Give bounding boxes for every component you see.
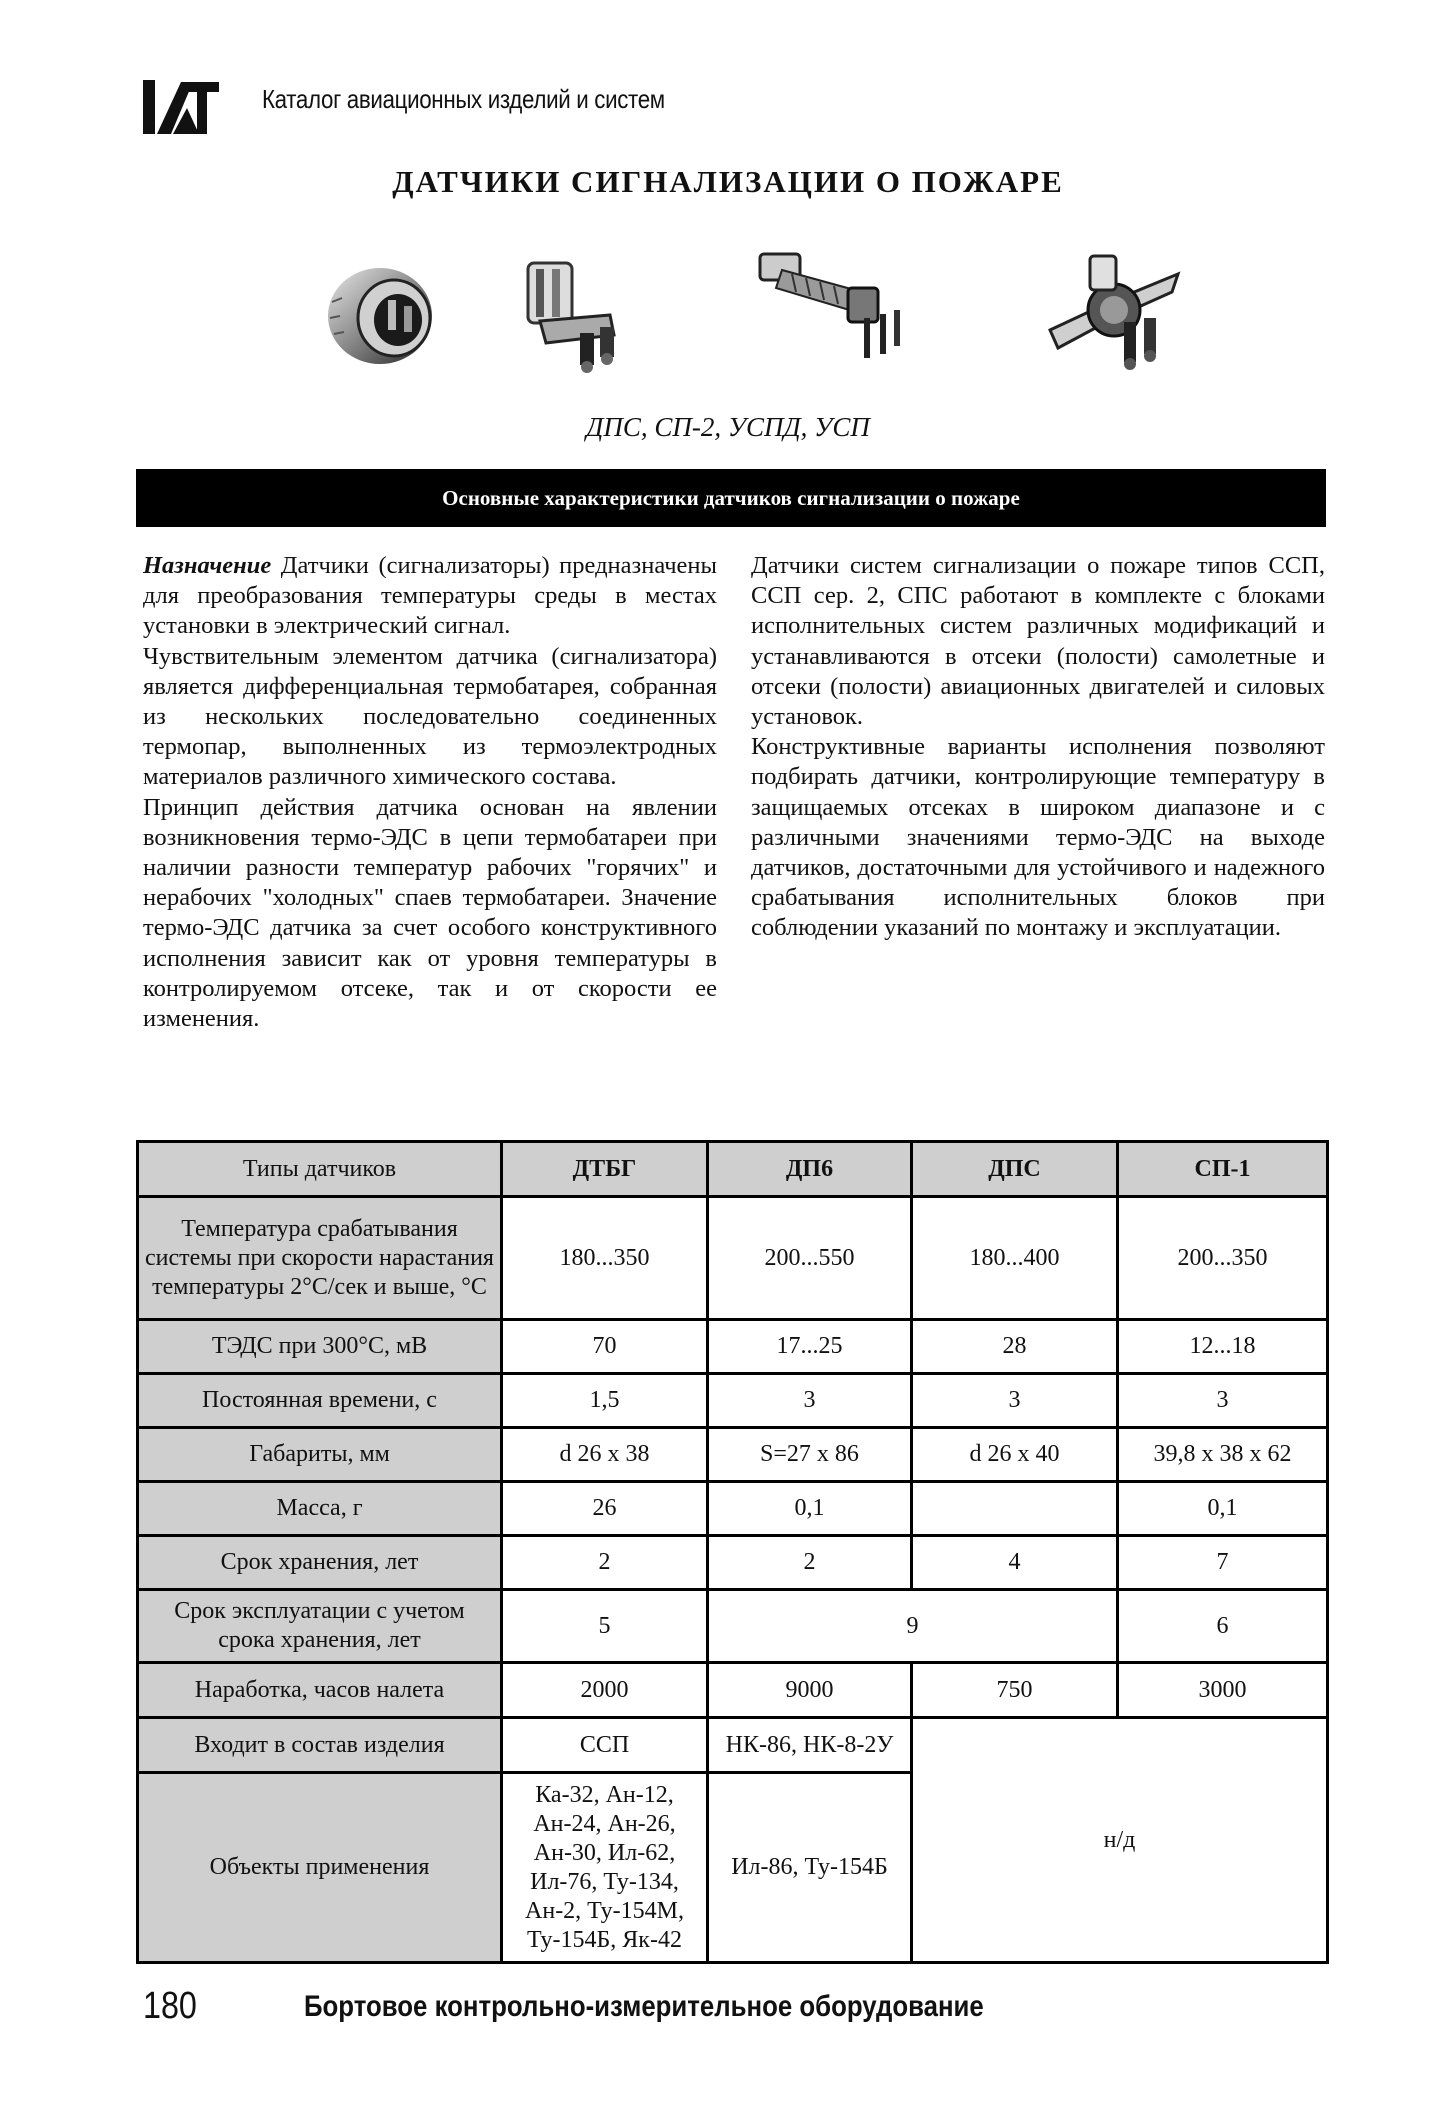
lead-term: Назначение	[143, 552, 272, 579]
paragraph: Принцип действия датчика основан на явлении возникновения термо-ЭДС в цепи термобатареи при наличии разности температур рабочих "горячих" и нерабочих "холодных" спаев термобатареи. Значение термо-ЭДС датчика за счет особого конструктивного исполнения зависит как от уровня температуры в контролируемом отсеке, так и от скорости ее изменения.	[143, 793, 717, 1033]
table-row	[138, 1718, 1328, 1773]
sensor-photo-uspd	[752, 248, 910, 368]
row-label: Срок хранения, лет	[138, 1536, 502, 1590]
header-cell: ДТБГ	[502, 1142, 708, 1197]
header-cell: ДПС	[912, 1142, 1118, 1197]
row-label: Входит в состав изделия	[138, 1718, 502, 1773]
table-cell: 180...350	[502, 1197, 708, 1320]
paragraph: Датчики систем сигнализации о пожаре типов ССП, ССП сер. 2, СПС работают в комплекте с блоками исполнительных систем различных модификаций и устанавливаются в отсеки (полости) самолетные и отсеки (полости) авиационных двигателей и силовых установок.	[751, 552, 1325, 731]
table-cell: 39,8 x 38 x 62	[1118, 1428, 1328, 1482]
specifications-table	[136, 1140, 1329, 1964]
section-band: Основные характеристики датчиков сигнализации о пожаре	[136, 469, 1326, 527]
catalog-title: Каталог авиационных изделий и систем	[262, 84, 665, 114]
paragraph: Конструктивные варианты исполнения позволяют подбирать датчики, контролирующие температуру в защищаемых отсеках в широком диапазоне и с различными значениями термо-ЭДС на выходе датчиков, достаточными для устойчивого и надежного срабатывания исполнительных блоков при соблюдении указаний по монтажу и эксплуатации.	[751, 733, 1325, 942]
table-cell: ССП	[502, 1718, 708, 1773]
photo-caption: ДПС, СП-2, УСПД, УСП	[586, 412, 870, 442]
page-number: 180	[143, 1985, 197, 2027]
table-cell: 3	[912, 1374, 1118, 1428]
table-row	[138, 1663, 1328, 1718]
table-cell: Ка-32, Ан-12, Ан-24, Ан-26, Ан-30, Ил-62, Ил-76, Ту-134, Ан-2, Ту-154М, Ту-154Б, Як-42	[502, 1773, 708, 1963]
table-cell: 7	[1118, 1536, 1328, 1590]
table-cell: 0,1	[1118, 1482, 1328, 1536]
table-cell: 180...400	[912, 1197, 1118, 1320]
table-cell: 0,1	[708, 1482, 912, 1536]
table-row	[138, 1482, 1328, 1536]
table-cell: 4	[912, 1536, 1118, 1590]
text-column-right	[751, 551, 1325, 944]
header-cell: ДП6	[708, 1142, 912, 1197]
table-cell: 26	[502, 1482, 708, 1536]
table-cell: S=27 x 86	[708, 1428, 912, 1482]
sensor-photo-sp2	[510, 255, 638, 373]
row-label: Температура срабатывания системы при скорости нарастания температуры 2°С/сек и выше, °С	[138, 1197, 502, 1320]
publisher-logo-icon	[143, 78, 219, 136]
sensor-photo-dps	[318, 262, 450, 370]
header-cell: Типы датчиков	[138, 1142, 502, 1197]
table-row	[138, 1374, 1328, 1428]
row-label: ТЭДС при 300°С, мВ	[138, 1320, 502, 1374]
table-cell: 17...25	[708, 1320, 912, 1374]
table-cell: 9000	[708, 1663, 912, 1718]
table-cell	[912, 1482, 1118, 1536]
table-cell: Ил-86, Ту-154Б	[708, 1773, 912, 1963]
page-title: ДАТЧИКИ СИГНАЛИЗАЦИИ О ПОЖАРЕ	[392, 164, 1064, 199]
sensor-photo-usp	[1040, 252, 1188, 374]
table-cell: 200...550	[708, 1197, 912, 1320]
row-label: Постоянная времени, с	[138, 1374, 502, 1428]
table-cell: 750	[912, 1663, 1118, 1718]
table-cell: 6	[1118, 1590, 1328, 1663]
row-label: Объекты применения	[138, 1773, 502, 1963]
table-cell: НК-86, НК-8-2У	[708, 1718, 912, 1773]
footer-section-title: Бортовое контрольно-измерительное оборудование	[304, 1990, 984, 2023]
table-cell: 200...350	[1118, 1197, 1328, 1320]
table-header-row	[138, 1142, 1328, 1197]
header-cell: СП-1	[1118, 1142, 1328, 1197]
table-cell: d 26 x 40	[912, 1428, 1118, 1482]
row-label: Срок эксплуатации с учетом срока хранения, лет	[138, 1590, 502, 1663]
table-row	[138, 1590, 1328, 1663]
table-cell: 2	[502, 1536, 708, 1590]
row-label: Масса, г	[138, 1482, 502, 1536]
table-cell: 9	[708, 1590, 1118, 1663]
table-cell: 1,5	[502, 1374, 708, 1428]
table-cell: 3000	[1118, 1663, 1328, 1718]
table-cell: 5	[502, 1590, 708, 1663]
table-row	[138, 1320, 1328, 1374]
table-row	[138, 1428, 1328, 1482]
text-column-left	[143, 551, 717, 1034]
table-row	[138, 1536, 1328, 1590]
row-label: Габариты, мм	[138, 1428, 502, 1482]
row-label: Наработка, часов налета	[138, 1663, 502, 1718]
table-cell: 3	[1118, 1374, 1328, 1428]
table-cell: 3	[708, 1374, 912, 1428]
table-cell: 12...18	[1118, 1320, 1328, 1374]
table-cell: 2000	[502, 1663, 708, 1718]
table-cell: 70	[502, 1320, 708, 1374]
table-cell: 28	[912, 1320, 1118, 1374]
paragraph: Чувствительным элементом датчика (сигнализатора) является дифференциальная термобатарея, собранная из нескольких последовательно соединенных термопар, выполненных из термоэлектродных материалов различного химического состава.	[143, 642, 717, 791]
paragraph: Назначение Датчики (сигнализаторы) предназначены для преобразования температуры среды в местах установки в электрический сигнал.	[143, 552, 717, 640]
table-cell: 2	[708, 1536, 912, 1590]
table-row	[138, 1197, 1328, 1320]
table-cell: d 26 x 38	[502, 1428, 708, 1482]
table-cell: н/д	[912, 1718, 1328, 1963]
